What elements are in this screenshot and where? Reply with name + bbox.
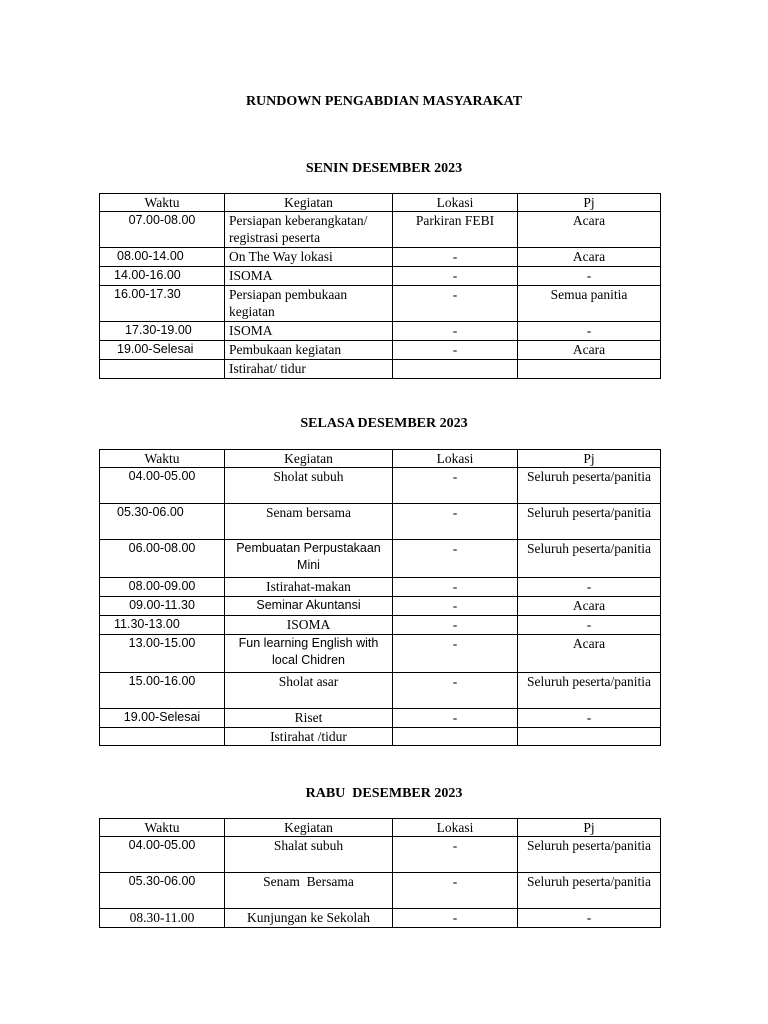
header-waktu: Waktu (100, 450, 225, 468)
table-row (100, 267, 661, 286)
cell-lokasi (393, 728, 518, 746)
cell-pj: Semua panitia (518, 286, 661, 322)
header-kegiatan: Kegiatan (225, 194, 393, 212)
cell-lokasi: - (393, 322, 518, 341)
cell-lokasi: Parkiran FEBI (393, 212, 518, 248)
cell-waktu: 14.00-16.00 (100, 267, 225, 286)
cell-kegiatan: Persiapan keberangkatan/ registrasi peserta (225, 212, 393, 248)
cell-lokasi: - (393, 597, 518, 616)
cell-lokasi: - (393, 673, 518, 709)
cell-lokasi: - (393, 468, 518, 504)
cell-pj: Acara (518, 341, 661, 360)
cell-waktu: 08.00-14.00 (100, 248, 225, 267)
header-waktu: Waktu (100, 819, 225, 837)
cell-lokasi: - (393, 837, 518, 873)
cell-lokasi: - (393, 267, 518, 286)
header-pj: Pj (518, 819, 661, 837)
cell-pj: - (518, 578, 661, 597)
table-row (100, 360, 661, 379)
cell-pj: - (518, 267, 661, 286)
table-row (100, 212, 661, 248)
cell-waktu: 05.30-06.00 (100, 873, 225, 909)
cell-pj: Acara (518, 248, 661, 267)
cell-lokasi: - (393, 909, 518, 928)
cell-kegiatan: Riset (225, 709, 393, 728)
cell-pj: Seluruh peserta/panitia (518, 540, 661, 578)
cell-pj: Acara (518, 597, 661, 616)
cell-kegiatan: Sholat asar (225, 673, 393, 709)
cell-lokasi: - (393, 286, 518, 322)
cell-waktu: 08.30-11.00 (100, 909, 225, 928)
cell-waktu: 16.00-17.30 (100, 286, 225, 322)
header-kegiatan: Kegiatan (225, 450, 393, 468)
table-row (100, 322, 661, 341)
header-pj: Pj (518, 450, 661, 468)
cell-pj (518, 728, 661, 746)
table-row (100, 540, 661, 578)
cell-pj: Seluruh peserta/panitia (518, 468, 661, 504)
cell-waktu: 08.00-09.00 (100, 578, 225, 597)
cell-waktu: 13.00-15.00 (100, 635, 225, 673)
table-row (100, 597, 661, 616)
header-lokasi: Lokasi (393, 450, 518, 468)
cell-waktu: 04.00-05.00 (100, 468, 225, 504)
day-title-selasa: SELASA DESEMBER 2023 (300, 416, 468, 431)
table-row (100, 837, 661, 873)
cell-kegiatan: Fun learning English with local Chidren (225, 635, 393, 673)
header-lokasi: Lokasi (393, 819, 518, 837)
cell-kegiatan: ISOMA (225, 616, 393, 635)
cell-lokasi: - (393, 248, 518, 267)
cell-waktu: 19.00-Selesai (100, 709, 225, 728)
table-row (100, 873, 661, 909)
cell-waktu: 19.00-Selesai (100, 341, 225, 360)
schedule-table-senin (99, 193, 661, 379)
cell-pj: - (518, 709, 661, 728)
cell-waktu: 09.00-11.30 (100, 597, 225, 616)
cell-pj: Seluruh peserta/panitia (518, 504, 661, 540)
table-row (100, 673, 661, 709)
table-row (100, 248, 661, 267)
table-row (100, 909, 661, 928)
schedule-table-rabu (99, 818, 661, 928)
day-title-senin: SENIN DESEMBER 2023 (305, 161, 463, 176)
cell-pj: Acara (518, 212, 661, 248)
cell-waktu (100, 360, 225, 379)
cell-pj (518, 360, 661, 379)
cell-kegiatan: Senam bersama (225, 504, 393, 540)
cell-kegiatan: Istirahat/ tidur (225, 360, 393, 379)
cell-kegiatan: Kunjungan ke Sekolah (225, 909, 393, 928)
cell-waktu: 05.30-06.00 (100, 504, 225, 540)
table-header-row (100, 819, 661, 837)
table-header-row (100, 194, 661, 212)
cell-kegiatan: Shalat subuh (225, 837, 393, 873)
cell-lokasi: - (393, 504, 518, 540)
cell-pj: Seluruh peserta/panitia (518, 673, 661, 709)
table-header-row (100, 450, 661, 468)
cell-lokasi (393, 360, 518, 379)
cell-kegiatan: Pembukaan kegiatan (225, 341, 393, 360)
cell-kegiatan: Seminar Akuntansi (225, 597, 393, 616)
cell-waktu: 06.00-08.00 (100, 540, 225, 578)
header-waktu: Waktu (100, 194, 225, 212)
cell-waktu: 15.00-16.00 (100, 673, 225, 709)
schedule-table-selasa (99, 449, 661, 746)
cell-waktu (100, 728, 225, 746)
document-title: RUNDOWN PENGABDIAN MASYARAKAT (245, 94, 523, 109)
cell-kegiatan: ISOMA (225, 267, 393, 286)
cell-waktu: 07.00-08.00 (100, 212, 225, 248)
cell-kegiatan-text: Senam Bersama (263, 874, 354, 889)
cell-pj: - (518, 909, 661, 928)
cell-waktu: 17.30-19.00 (100, 322, 225, 341)
cell-kegiatan: Persiapan pembukaan kegiatan (225, 286, 393, 322)
cell-lokasi: - (393, 540, 518, 578)
header-lokasi: Lokasi (393, 194, 518, 212)
table-row (100, 504, 661, 540)
header-kegiatan: Kegiatan (225, 819, 393, 837)
cell-kegiatan (225, 873, 393, 909)
day-title-rabu (0, 786, 768, 802)
day-title-rabu-text: RABU DESEMBER 2023 (305, 786, 463, 801)
cell-pj: Seluruh peserta/panitia (518, 873, 661, 909)
cell-lokasi: - (393, 616, 518, 635)
cell-lokasi: - (393, 635, 518, 673)
cell-waktu: 04.00-05.00 (100, 837, 225, 873)
cell-kegiatan: Istirahat-makan (225, 578, 393, 597)
table-row (100, 578, 661, 597)
cell-waktu: 11.30-13.00 (100, 616, 225, 635)
cell-pj: - (518, 616, 661, 635)
cell-kegiatan: Istirahat /tidur (225, 728, 393, 746)
cell-pj: Seluruh peserta/panitia (518, 837, 661, 873)
cell-pj: - (518, 322, 661, 341)
header-pj: Pj (518, 194, 661, 212)
cell-lokasi: - (393, 341, 518, 360)
table-row (100, 286, 661, 322)
cell-kegiatan: ISOMA (225, 322, 393, 341)
table-row (100, 616, 661, 635)
table-row (100, 709, 661, 728)
cell-lokasi: - (393, 709, 518, 728)
table-row (100, 635, 661, 673)
cell-lokasi: - (393, 578, 518, 597)
table-row (100, 728, 661, 746)
table-row (100, 468, 661, 504)
table-row (100, 341, 661, 360)
cell-lokasi: - (393, 873, 518, 909)
cell-kegiatan: On The Way lokasi (225, 248, 393, 267)
cell-kegiatan: Sholat subuh (225, 468, 393, 504)
cell-pj: Acara (518, 635, 661, 673)
cell-kegiatan: Pembuatan Perpustakaan Mini (225, 540, 393, 578)
